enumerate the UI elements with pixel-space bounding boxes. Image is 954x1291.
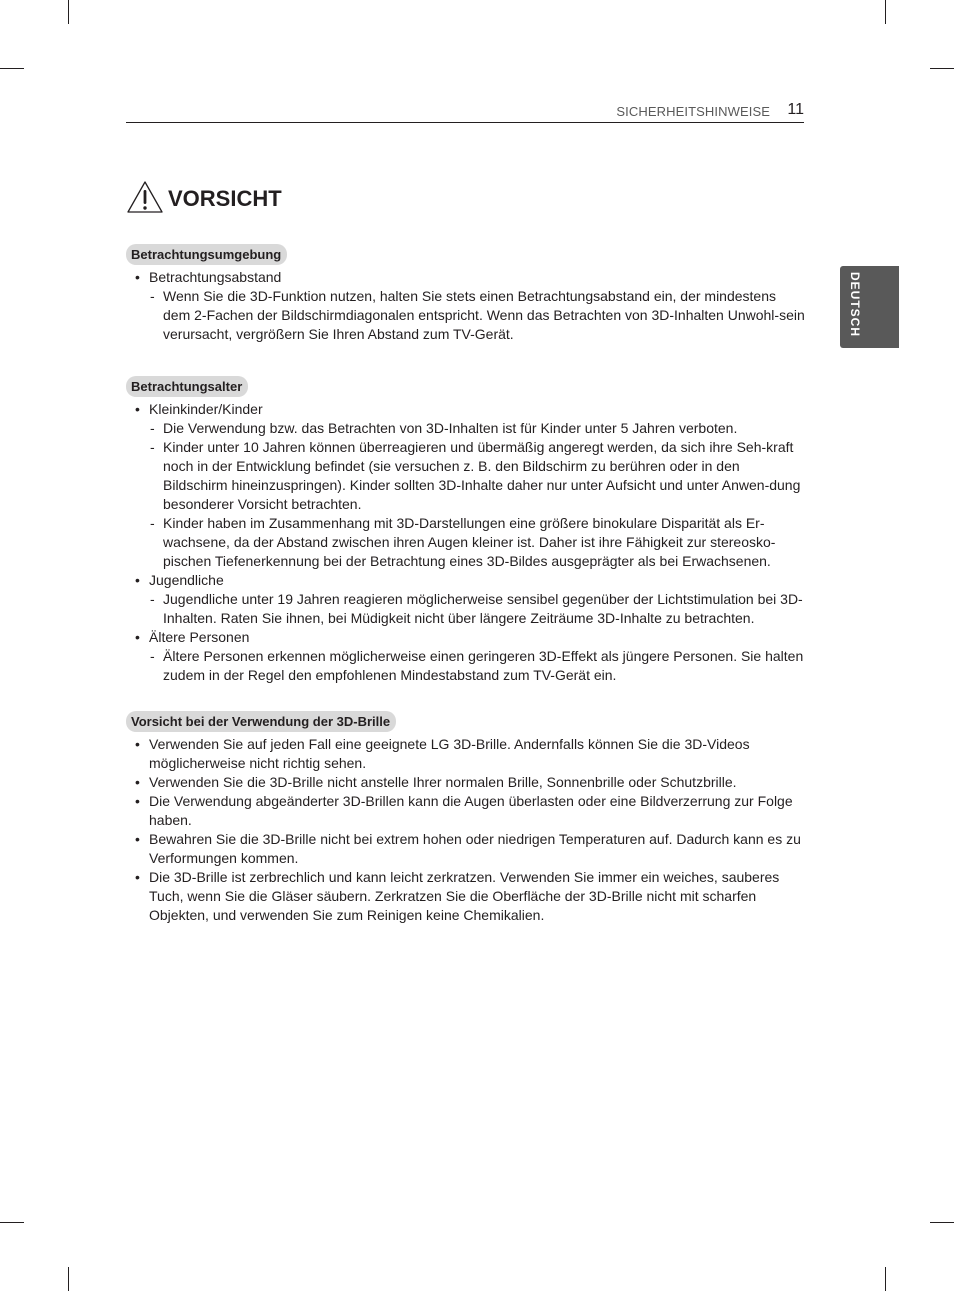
sub-list bbox=[149, 419, 806, 571]
crop-mark bbox=[68, 1267, 69, 1291]
list-item-text: Verwenden Sie auf jeden Fall eine geeignete LG 3D-Brille. Andernfalls können Sie die 3D-Videos möglicherweise nicht richtig sehen. bbox=[149, 736, 750, 771]
content-area bbox=[126, 244, 806, 948]
section-block bbox=[126, 244, 806, 344]
sub-list bbox=[149, 590, 806, 628]
list-item-text: Bewahren Sie die 3D-Brille nicht bei extrem hohen oder niedrigen Temperaturen auf. Dadurch kann es zu Verformungen kommen. bbox=[149, 831, 801, 866]
page-title-row bbox=[126, 174, 282, 214]
list-item bbox=[126, 830, 806, 868]
crop-mark bbox=[0, 1222, 24, 1223]
warning-triangle-icon bbox=[126, 180, 164, 214]
page-title: VORSICHT bbox=[168, 186, 282, 211]
sub-list-item: - Jugendliche unter 19 Jahren reagieren möglicherweise sensibel gegenüber der Lichtstimulation bei 3D-Inhalten. Raten Sie ihnen, bei Müdigkeit nicht über längere Zeiträume 3D-Inhalte zu betrachten. bbox=[149, 590, 806, 628]
section-block bbox=[126, 711, 806, 925]
list-item-text: Ältere Personen bbox=[149, 629, 250, 645]
list-item bbox=[126, 628, 806, 685]
sub-list-item: - Die Verwendung bzw. das Betrachten von 3D-Inhalten ist für Kinder unter 5 Jahren verboten. bbox=[149, 419, 806, 438]
sub-list bbox=[149, 647, 806, 685]
sub-list-item: - Wenn Sie die 3D-Funktion nutzen, halten Sie stets einen Betrachtungsabstand ein, der mindestens dem 2-Fachen der Bildschirmdiagonalen entspricht. Wenn das Betrachten von 3D-Inhalten Unwohl-sein verursacht, vergrößern Sie Ihren Abstand zum TV-Gerät. bbox=[149, 287, 806, 344]
list-item bbox=[126, 868, 806, 925]
crop-mark bbox=[885, 1267, 886, 1291]
crop-mark bbox=[885, 0, 886, 24]
crop-mark bbox=[930, 1222, 954, 1223]
section-heading: Betrachtungsalter bbox=[126, 376, 248, 397]
page-header bbox=[126, 100, 804, 123]
sub-list-item: - Kinder unter 10 Jahren können überreagieren und übermäßig angeregt werden, da sich ihre Seh-kraft noch in der Entwicklung befindet (sie versuchen z. B. den Bildschirm zu berühren oder in den Bildschirm hineinzuspringen). Kinder sollten 3D-Inhalte daher nur unter Aufsicht und unter Anwen-dung besonderer Vorsicht betrachten. bbox=[149, 438, 806, 514]
list-item bbox=[126, 773, 806, 792]
list-item-text: Kleinkinder/Kinder bbox=[149, 401, 263, 417]
section-heading: Betrachtungsumgebung bbox=[126, 244, 287, 265]
section-block bbox=[126, 376, 806, 685]
crop-mark bbox=[0, 68, 24, 69]
list-item-text: Die Verwendung abgeänderter 3D-Brillen kann die Augen überlasten oder eine Bildverzerrung zur Folge haben. bbox=[149, 793, 793, 828]
header-section-label: SICHERHEITSHINWEISE bbox=[616, 104, 770, 119]
page-number: 11 bbox=[787, 101, 804, 118]
side-tab-label: DEUTSCH bbox=[848, 272, 862, 338]
crop-mark bbox=[930, 68, 954, 69]
crop-mark bbox=[68, 0, 69, 24]
sub-list-item: - Kinder haben im Zusammenhang mit 3D-Darstellungen eine größere binokulare Disparität als Er-wachsene, da der Abstand zwischen ihren Augen kleiner ist. Daher ist ihre Fähigkeit zur stereosko-pischen Tiefenerkennung bei der Betrachtung eines 3D-Bildes ausgeprägter als bei Erwachsenen. bbox=[149, 514, 806, 571]
bullet-list bbox=[126, 400, 806, 685]
list-item-text: Die 3D-Brille ist zerbrechlich und kann leicht zerkratzen. Verwenden Sie immer ein weiches, sauberes Tuch, wenn Sie die Gläser säubern. Zerkratzen Sie die Oberfläche der 3D-Brille nicht mit scharfen Objekten, und verwenden Sie zum Reinigen keine Chemikalien. bbox=[149, 869, 780, 923]
section-heading: Vorsicht bei der Verwendung der 3D-Brille bbox=[126, 711, 396, 732]
list-item-text: Betrachtungsabstand bbox=[149, 269, 282, 285]
sub-list bbox=[149, 287, 806, 344]
language-side-tab bbox=[840, 266, 899, 348]
bullet-list bbox=[126, 735, 806, 925]
bullet-list bbox=[126, 268, 806, 344]
list-item-text: Verwenden Sie die 3D-Brille nicht anstelle Ihrer normalen Brille, Sonnenbrille oder Schutzbrille. bbox=[149, 774, 737, 790]
list-item bbox=[126, 571, 806, 628]
list-item bbox=[126, 268, 806, 344]
list-item bbox=[126, 400, 806, 571]
list-item bbox=[126, 735, 806, 773]
sub-list-item: - Ältere Personen erkennen möglicherweise einen geringeren 3D-Effekt als jüngere Personen. Sie halten zudem in der Regel den empfohlenen Mindestabstand zum TV-Gerät ein. bbox=[149, 647, 806, 685]
list-item bbox=[126, 792, 806, 830]
list-item-text: Jugendliche bbox=[149, 572, 224, 588]
